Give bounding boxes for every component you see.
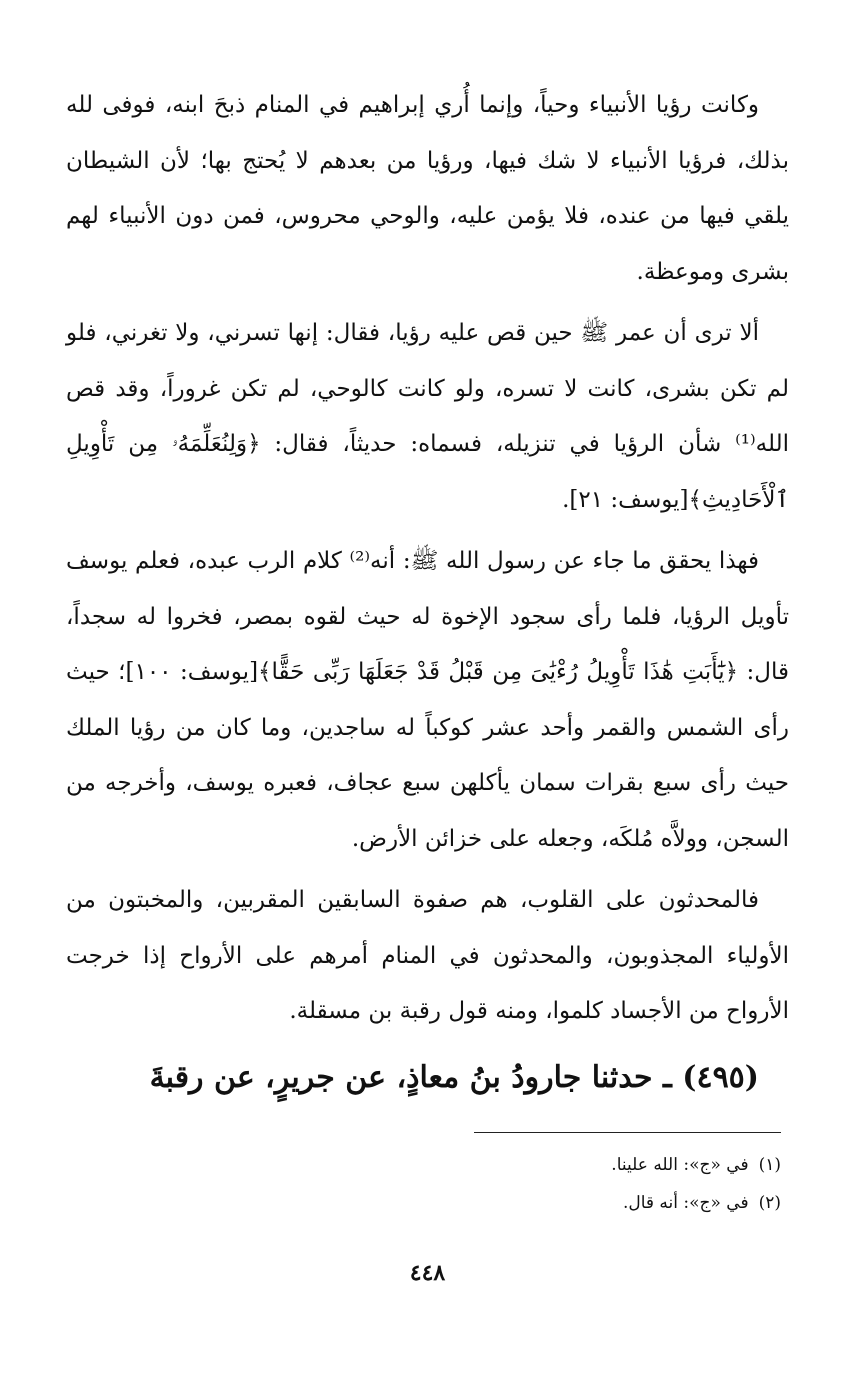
paragraph-3: فهذا يحقق ما جاء عن رسول الله ﷺ: أنه⁽²⁾ كلام الرب عبده، فعلم يوسف تأويل الرؤيا، فلما رأى سجود الإخوة له حيث لقوه بمصر، فخروا له سجداً، قال: ﴿يَٰٓأَبَتِ هَٰذَا تَأْوِيلُ رُءْيَٰىَ مِن قَبْلُ قَدْ جَعَلَهَا رَبِّى حَقًّا﴾[يوسف: ١٠٠]؛ حيث رأى الشمس والقمر وأحد عشر كوكباً له ساجدين، وما كان من رؤيا الملك حيث رأى سبع بقرات سمان يأكلهن سبع عجاف، فعبره يوسف، وأخرجه من السجن، وولاَّه مُلكَه، وجعله على خزائن الأرض.	[66, 548, 789, 852]
footnote-2-text: في «ج»: أنه قال.	[622, 1193, 749, 1213]
footnotes	[66, 1146, 781, 1222]
footnote-2-number: (٢)	[758, 1193, 781, 1213]
footnote-divider	[474, 1132, 781, 1133]
page-body	[66, 78, 789, 1108]
footnote-1	[66, 1146, 781, 1184]
footnote-1-text: في «ج»: الله علينا.	[611, 1155, 749, 1175]
paragraph-2: ألا ترى أن عمر ﷺ حين قص عليه رؤيا، فقال: إنها تسرني، ولا تغرني، فلو لم تكن بشرى، كانت لا تسره، ولو كانت كالوحي، لم تكن غروراً، وقد قص الله⁽¹⁾ شأن الرؤيا في تنزيله، فسماه: حديثاً، فقال: ﴿وَلِنُعَلِّمَهُۥ مِن تَأْوِيلِ ٱلْأَحَادِيثِ﴾[يوسف: ٢١].	[66, 320, 789, 513]
page-number: ٤٤٨	[409, 1260, 446, 1286]
footnote-2	[66, 1184, 781, 1222]
paragraph-1: وكانت رؤيا الأنبياء وحياً، وإنما أُري إبراهيم في المنام ذبحَ ابنه، فوفى لله بذلك، فرؤيا الأنبياء لا شك فيها، ورؤيا من بعدهم لا يُحتج بها؛ لأن الشيطان يلقي فيها من عنده، فلا يؤمن عليه، والوحي محروس، فمن دون الأنبياء لهم بشرى وموعظة.	[66, 92, 789, 285]
paragraph-4: فالمحدثون على القلوب، هم صفوة السابقين المقربين، والمخبتون من الأولياء المجذوبون، والمحدثون في المنام أمرهم على الأرواح إذا خرجت الأرواح من الأجساد كلموا، ومنه قول رقبة بن مسقلة.	[66, 887, 789, 1024]
hadith-heading: (٤٩٥) ـ حدثنا جارودُ بنُ معاذٍ، عن جريرٍ، عن رقبةَ	[149, 1059, 759, 1095]
footnote-1-number: (١)	[758, 1155, 781, 1175]
